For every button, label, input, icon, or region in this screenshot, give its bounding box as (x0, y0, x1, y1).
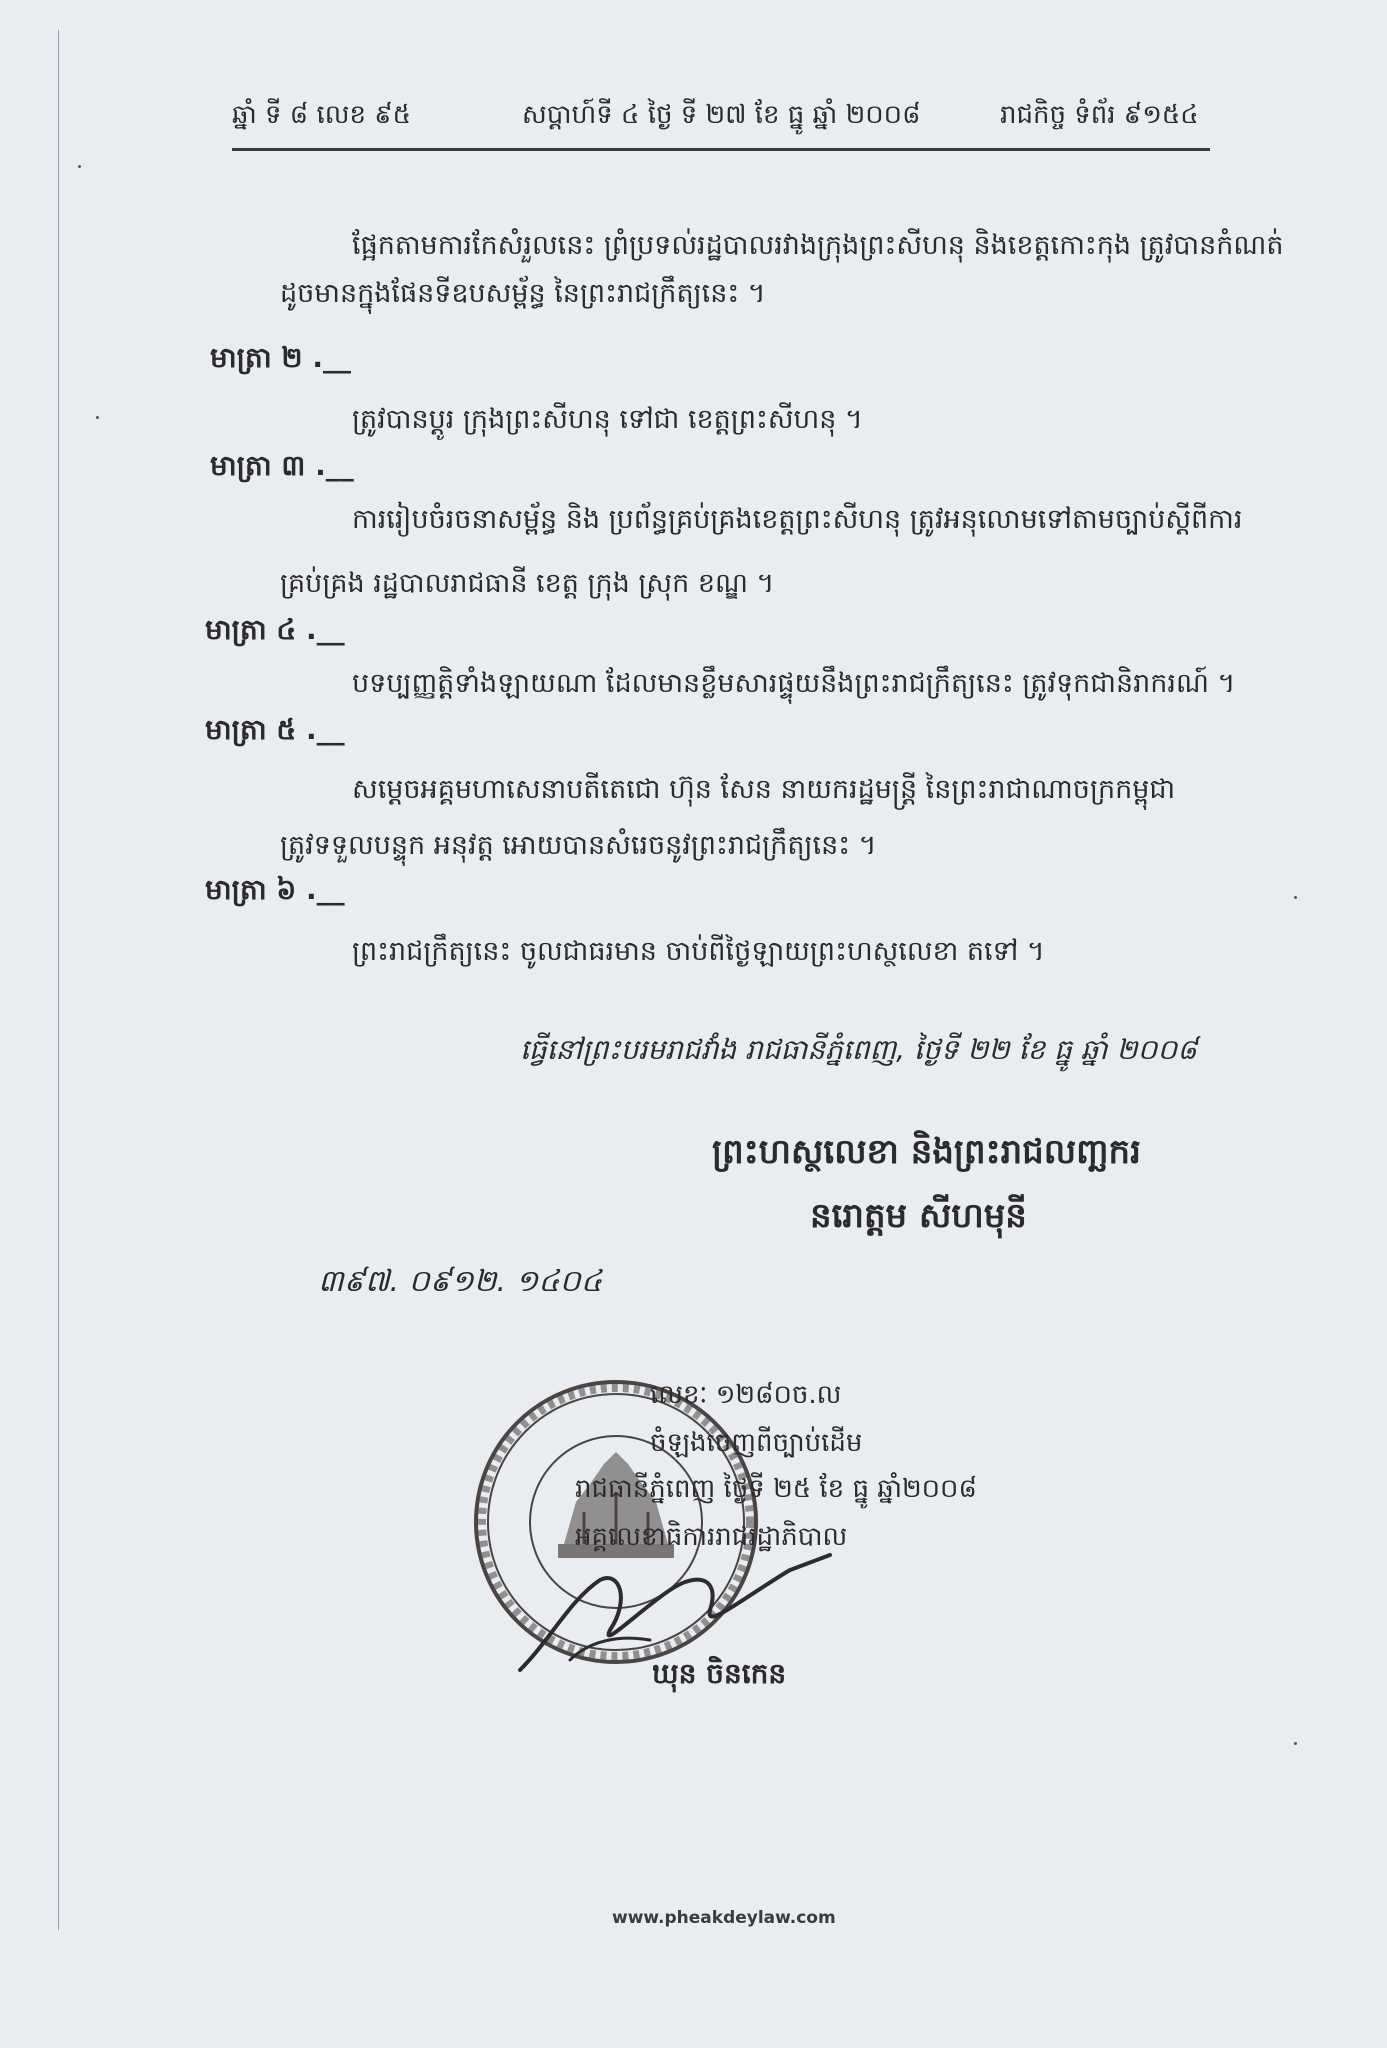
article-6-heading: មាត្រា ៦ .__ (205, 873, 345, 906)
intro-line-1: ផ្អែកតាមការកែសំរួលនេះ ព្រំប្រទល់រដ្ឋបាលរវាងក្រុងព្រះសីហនុ និងខេត្តកោះកុង ត្រូវបានកំណត់ (352, 230, 1284, 261)
header-year-issue: ឆ្នាំ ទី ៨ លេខ ៩៥ (232, 100, 412, 130)
article-5-heading: មាត្រា ៥ .__ (205, 713, 345, 746)
header-page-number: រាជកិច្ច ទំព័រ ៩១៥៤ (1000, 100, 1199, 130)
royal-signer-name: នរោត្តម សីហមុនី (810, 1196, 1027, 1236)
gazette-header (232, 98, 1210, 142)
article-2-heading: មាត្រា ២ .__ (210, 341, 351, 374)
copy-number: លេខៈ ១២៨០ច.ល (650, 1380, 842, 1410)
royal-signature-title: ព្រះហស្ថលេខា និងព្រះរាជលញ្ឆករ (712, 1132, 1141, 1172)
article-3-text-2: គ្រប់គ្រង រដ្ឋបាលរាជធានី ខេត្ត ក្រុង ស្រុក ខណ្ឌ ។ (280, 568, 775, 599)
article-5-text-2: ត្រូវទទួលបន្ទុក អនុវត្ត អោយបានសំរេចនូវព្រះរាជក្រឹត្យនេះ ។ (280, 830, 877, 861)
article-4-text: បទប្បញ្ញត្តិទាំងឡាយណា ដែលមានខ្លឹមសារផ្ទុយនឹងព្រះរាជក្រឹត្យនេះ ត្រូវទុកជានិរាករណ៍ ។ (352, 668, 1236, 699)
decree-number: ៣៩៧. ០៩១២. ១៤០៤ (318, 1264, 602, 1299)
website-footer: www.pheakdeylaw.com (612, 1908, 836, 1928)
left-margin-line (58, 30, 59, 1930)
article-5-text-1: សម្តេចអគ្គមហាសេនាបតីតេជោ ហ៊ុន សែន នាយករដ្ឋមន្ត្រី នៃព្រះរាជាណាចក្រកម្ពុជា (352, 774, 1176, 805)
copy-signer-name: ឃុន ចិនកេន (652, 1657, 787, 1690)
article-6-text: ព្រះរាជក្រឹត្យនេះ ចូលជាធរមាន ចាប់ពីថ្ងៃឡាយព្រះហស្ថលេខា តទៅ ។ (352, 936, 1045, 967)
article-2-text: ត្រូវបានប្តូរ ក្រុងព្រះសីហនុ ទៅជា ខេត្តព្រះសីហនុ ។ (352, 404, 863, 435)
closing-place-date: ធ្វើនៅព្រះបរមរាជវាំង រាជធានីភ្នំពេញ, ថ្ងៃទី ២២ ខែ ធ្នូ ឆ្នាំ ២០០៨ (520, 1033, 1198, 1066)
copy-place-date: រាជធានីភ្នំពេញ ថ្ងៃទី ២៥ ខែ ធ្នូ ឆ្នាំ២០០៨ (575, 1474, 977, 1504)
header-rule (232, 148, 1210, 151)
paper-speck (78, 165, 81, 168)
header-week-date: សប្តាហ៍ទី ៤ ថ្ងៃ ទី ២៧ ខែ ធ្នូ ឆ្នាំ ២០០៨ (522, 100, 921, 130)
paper-speck (1294, 896, 1297, 899)
intro-line-2: ដូចមានក្នុងផែនទីឧបសម្ព័ន្ធ នៃព្រះរាជក្រឹត្យនេះ ។ (280, 278, 766, 309)
paper-speck (1294, 1742, 1297, 1745)
paper-speck (96, 416, 99, 419)
article-4-heading: មាត្រា ៤ .__ (205, 613, 345, 646)
copy-office: អគ្គលេខាធិការរាជរដ្ឋាភិបាល (575, 1522, 848, 1552)
article-3-heading: មាត្រា ៣ .__ (210, 449, 354, 482)
article-3-text-1: ការរៀបចំរចនាសម្ព័ន្ធ និង ប្រព័ន្ធគ្រប់គ្រងខេត្តព្រះសីហនុ ត្រូវអនុលោមទៅតាមច្បាប់ស្តីពីការ (352, 504, 1243, 535)
certified-copy-label: ចំឡងចេញពីច្បាប់ដើម (650, 1428, 863, 1458)
